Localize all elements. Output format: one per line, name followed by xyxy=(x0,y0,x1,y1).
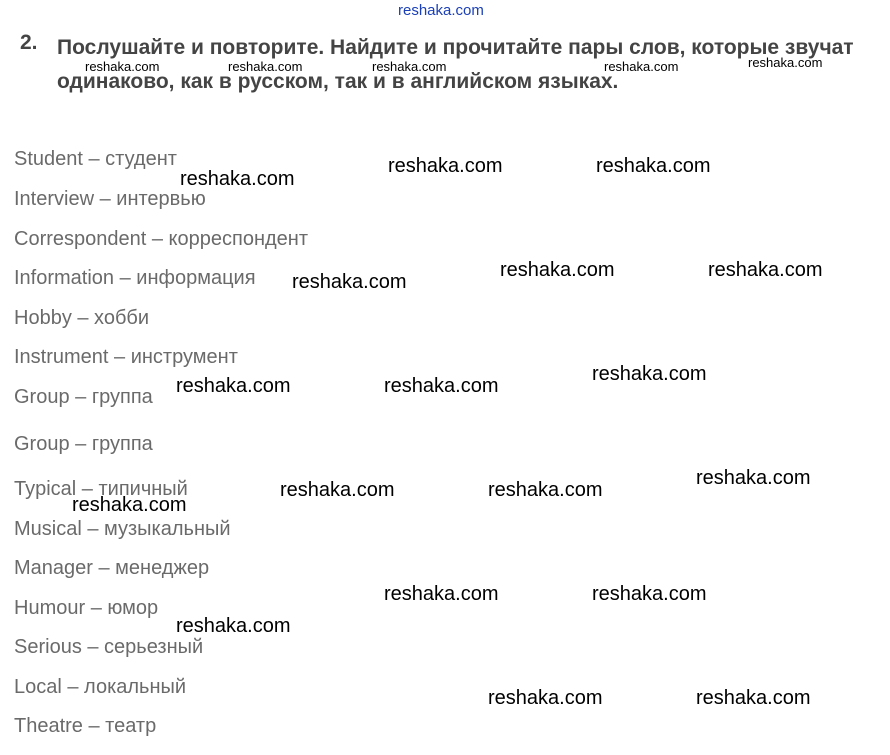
watermark: reshaka.com xyxy=(372,59,447,74)
site-watermark-top: reshaka.com xyxy=(398,2,484,19)
watermark: reshaka.com xyxy=(384,583,499,605)
watermark: reshaka.com xyxy=(708,259,823,281)
watermark: reshaka.com xyxy=(180,168,295,190)
word-pair: Group – группа xyxy=(14,433,153,455)
word-pair: Correspondent – корреспондент xyxy=(14,228,309,250)
word-pair: Humour – юмор xyxy=(14,597,159,619)
watermark: reshaka.com xyxy=(176,615,291,637)
word-pair: Group – группа xyxy=(14,386,153,408)
watermark: reshaka.com xyxy=(696,687,811,709)
watermark: reshaka.com xyxy=(292,271,407,293)
watermark: reshaka.com xyxy=(228,59,303,74)
watermark: reshaka.com xyxy=(596,155,711,177)
task-instruction: Послушайте и повторите. Найдите и прочитайте пары слов, которые звучат одинаково, как в русском, так и в английском языках. xyxy=(57,36,854,93)
word-pair: Hobby – хобби xyxy=(14,307,150,329)
watermark: reshaka.com xyxy=(72,494,187,516)
watermark: reshaka.com xyxy=(696,467,811,489)
watermark: reshaka.com xyxy=(176,375,291,397)
word-pair: Instrument – инструмент xyxy=(14,346,238,368)
word-pair: Manager – менеджер xyxy=(14,557,210,579)
word-pair: Interview – интервью xyxy=(14,188,206,210)
watermark: reshaka.com xyxy=(85,59,160,74)
watermark: reshaka.com xyxy=(384,375,499,397)
watermark: reshaka.com xyxy=(604,59,679,74)
watermark: reshaka.com xyxy=(500,259,615,281)
word-pair: Information – информация xyxy=(14,267,256,289)
watermark: reshaka.com xyxy=(592,583,707,605)
watermark: reshaka.com xyxy=(748,55,823,70)
word-pair: Theatre – театр xyxy=(14,715,157,737)
watermark: reshaka.com xyxy=(388,155,503,177)
watermark: reshaka.com xyxy=(488,687,603,709)
task-number: 2. xyxy=(20,31,38,54)
word-pair: Student – студент xyxy=(14,148,177,170)
word-pair: Local – локальный xyxy=(14,676,187,698)
word-pair: Typical – типичный xyxy=(14,478,188,500)
watermark: reshaka.com xyxy=(280,479,395,501)
word-pair: Musical – музыкальный xyxy=(14,518,231,540)
word-pair: Serious – серьезный xyxy=(14,636,204,658)
watermark: reshaka.com xyxy=(488,479,603,501)
watermark: reshaka.com xyxy=(592,363,707,385)
